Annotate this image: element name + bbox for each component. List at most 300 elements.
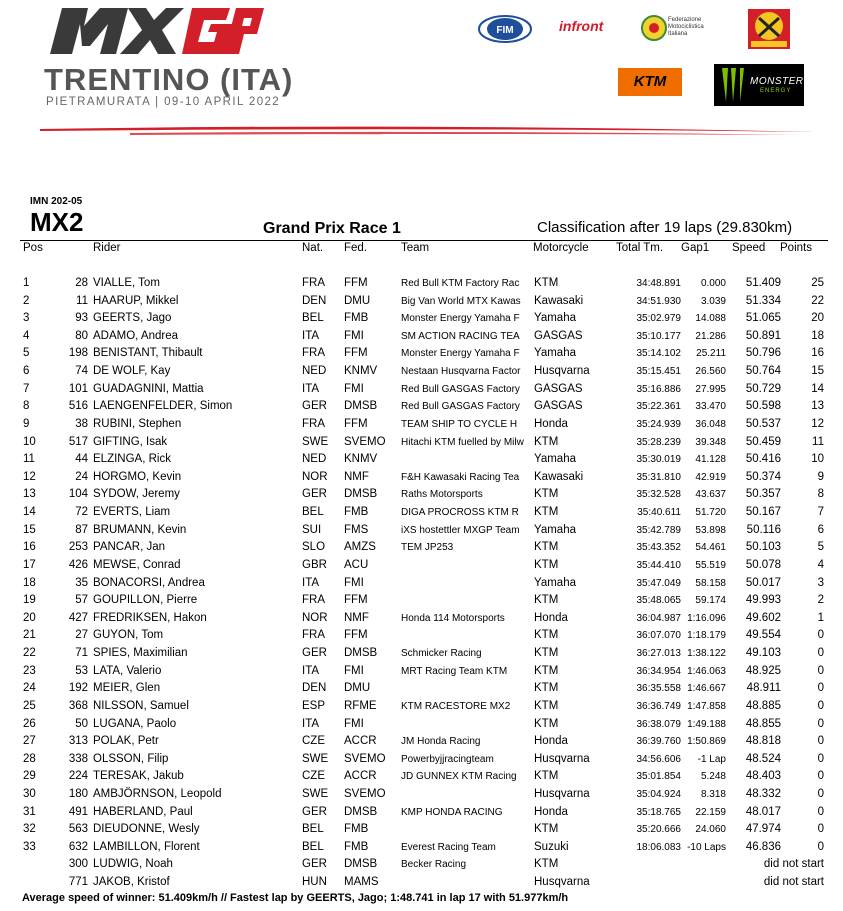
points-cell: 0 [817, 770, 824, 783]
federation-cell: SVEMO [344, 787, 386, 800]
gap-cell: 55.519 [695, 559, 726, 571]
total-time-cell: 35:02.979 [636, 313, 681, 325]
pos-cell: 33 [23, 840, 36, 853]
rider-name-cell: DE WOLF, Kay [93, 365, 171, 378]
motorcycle-cell: Honda [534, 805, 568, 818]
gap-cell: 8.318 [700, 788, 726, 800]
motorcycle-cell: KTM [534, 506, 559, 519]
nationality-cell: BEL [302, 840, 324, 853]
table-row [0, 295, 843, 313]
motorcycle-cell: KTM [534, 488, 559, 501]
nationality-cell: NED [302, 365, 327, 378]
gap-cell: 1:50.869 [687, 736, 726, 748]
table-row [0, 594, 843, 612]
speed-cell: 50.537 [745, 417, 781, 430]
points-cell: 22 [811, 294, 824, 307]
speed-cell: 50.891 [745, 329, 781, 342]
monster-claw-icon [716, 64, 750, 106]
rider-number-cell: 180 [68, 787, 88, 800]
rider-name-cell: AMBJÖRNSON, Leopold [93, 787, 222, 800]
team-cell: TEAM SHIP TO CYCLE H [401, 418, 518, 430]
points-cell: 1 [817, 611, 824, 624]
pos-cell: 12 [23, 470, 36, 483]
rider-number-cell: 27 [75, 629, 88, 642]
pos-cell: 16 [23, 541, 36, 554]
pos-cell: 31 [23, 805, 36, 818]
rider-number-cell: 38 [75, 417, 88, 430]
rider-number-cell: 28 [75, 277, 88, 289]
total-time-cell: 35:42.789 [636, 524, 681, 536]
speed-cell: 50.729 [745, 382, 781, 395]
total-time-cell: 35:15.451 [636, 366, 681, 378]
points-cell: 14 [811, 382, 824, 395]
motorcycle-cell: GASGAS [534, 382, 583, 395]
motorcycle-cell: Yamaha [534, 453, 576, 466]
speed-cell: 50.796 [745, 347, 781, 360]
pos-cell: 2 [23, 294, 30, 307]
gap-cell: 1:18.179 [687, 630, 726, 642]
table-row [0, 647, 843, 665]
pos-cell: 23 [23, 664, 36, 677]
gap-cell: 58.158 [695, 577, 726, 589]
speed-cell: 49.103 [745, 647, 781, 660]
motorcycle-cell: KTM [534, 664, 559, 677]
points-cell: 0 [817, 682, 824, 695]
speed-cell: 50.374 [745, 470, 781, 483]
team-cell: JD GUNNEX KTM Racing [401, 771, 517, 783]
federation-cell: FFM [344, 277, 368, 289]
points-cell: 0 [817, 664, 824, 677]
rider-name-cell: BENISTANT, Thibault [93, 347, 203, 360]
gap-cell: 27.995 [695, 383, 726, 395]
federation-cell: FMI [344, 664, 364, 677]
header-gap: Gap1 [681, 242, 710, 254]
table-row [0, 277, 843, 295]
pos-cell: 6 [23, 365, 30, 378]
rider-number-cell: 632 [68, 840, 88, 853]
nationality-cell: BEL [302, 823, 324, 836]
rider-number-cell: 104 [68, 488, 88, 501]
rider-number-cell: 57 [75, 594, 88, 607]
federation-cell: DMSB [344, 805, 378, 818]
pos-cell: 14 [23, 506, 36, 519]
nationality-cell: NOR [302, 470, 328, 483]
motorcycle-cell: Honda [534, 735, 568, 748]
rider-name-cell: EVERTS, Liam [93, 506, 171, 519]
header-speed: Speed [732, 242, 766, 254]
team-cell: Nestaan Husqvarna Factor [401, 366, 521, 378]
rider-name-cell: LUDWIG, Noah [93, 858, 173, 871]
nationality-cell: FRA [302, 594, 325, 607]
points-cell: 13 [811, 400, 824, 413]
speed-cell: 50.017 [745, 576, 781, 589]
speed-cell: 48.403 [745, 770, 781, 783]
total-time-cell: 36:27.013 [636, 648, 681, 660]
pos-cell: 1 [23, 277, 30, 289]
federation-cell: AMZS [344, 541, 376, 554]
table-row [0, 858, 843, 876]
federation-cell: FMI [344, 329, 364, 342]
race-footer-note: Average speed of winner: 51.409km/h // Fastest lap by GEERTS, Jago; 1:48.741 in lap 17 with 51.977km/h [22, 892, 569, 904]
pos-cell: 19 [23, 594, 36, 607]
nationality-cell: ESP [302, 699, 326, 712]
team-cell: Red Bull GASGAS Factory [401, 401, 520, 413]
rider-number-cell: 313 [68, 735, 88, 748]
pos-cell: 20 [23, 611, 36, 624]
team-cell: Becker Racing [401, 859, 467, 871]
rider-name-cell: LATA, Valerio [93, 664, 162, 677]
total-time-cell: 35:40.611 [637, 507, 681, 519]
speed-cell: 48.818 [745, 735, 781, 748]
total-time-cell: 35:14.102 [636, 348, 681, 360]
table-row [0, 577, 843, 595]
rider-name-cell: NILSSON, Samuel [93, 699, 189, 712]
federation-cell: NMF [344, 470, 369, 483]
speed-cell: 48.017 [745, 805, 781, 818]
total-time-cell: 35:10.177 [636, 330, 681, 342]
header-team: Team [401, 242, 430, 254]
rider-name-cell: GIFTING, Isak [93, 435, 168, 448]
nationality-cell: FRA [302, 417, 325, 430]
federation-cell: FFM [344, 417, 368, 430]
pos-cell: 11 [23, 453, 35, 466]
points-cell: 25 [811, 277, 824, 289]
total-time-cell: 35:43.352 [636, 542, 681, 554]
points-cell: 0 [817, 840, 824, 853]
federation-cell: SVEMO [344, 752, 386, 765]
points-cell: 10 [811, 453, 824, 466]
motorcycle-cell: KTM [534, 594, 559, 607]
rider-number-cell: 44 [75, 453, 88, 466]
table-row [0, 823, 843, 841]
total-time-cell: 34:51.930 [636, 295, 681, 307]
rider-name-cell: MEIER, Glen [93, 682, 161, 695]
pos-cell: 8 [23, 400, 30, 413]
speed-cell: 48.885 [745, 699, 781, 712]
total-time-cell: 18:06.083 [636, 841, 681, 853]
total-time-cell: 36:35.558 [636, 683, 681, 695]
points-cell: did not start [763, 876, 824, 889]
table-row [0, 770, 843, 788]
rider-name-cell: GUADAGNINI, Mattia [93, 382, 204, 395]
gap-cell: 51.720 [695, 507, 726, 519]
federation-cell: DMSB [344, 858, 378, 871]
rider-name-cell: LUGANA, Paolo [93, 717, 177, 730]
ktm-logo: KTM [618, 68, 682, 96]
federation-cell: FMS [344, 523, 369, 536]
speed-cell: 49.554 [745, 629, 781, 642]
pos-cell: 4 [23, 329, 30, 342]
classification-info: Classification after 19 laps (29.830km) [537, 219, 793, 236]
monster-energy-logo [714, 64, 804, 106]
points-cell: 15 [811, 365, 824, 378]
points-cell: 0 [817, 629, 824, 642]
gap-cell: 5.248 [700, 771, 726, 783]
total-time-cell: 34:48.891 [636, 278, 681, 289]
table-row [0, 436, 843, 454]
total-time-cell: 34:56.606 [636, 753, 681, 765]
speed-cell: 49.602 [745, 611, 781, 624]
rider-name-cell: SYDOW, Jeremy [93, 488, 180, 501]
rider-number-cell: 80 [75, 329, 88, 342]
speed-cell: 51.334 [745, 294, 781, 307]
gap-cell: 14.088 [695, 313, 726, 325]
gap-cell: 25.211 [696, 348, 726, 360]
rider-number-cell: 338 [68, 752, 88, 765]
federation-cell: FMI [344, 576, 364, 589]
pos-cell: 24 [23, 682, 36, 695]
header-nat: Nat. [302, 242, 324, 254]
nationality-cell: ITA [302, 382, 320, 395]
rider-number-cell: 224 [68, 770, 88, 783]
team-cell: KTM RACESTORE MX2 [401, 700, 511, 712]
gap-cell: 39.348 [695, 436, 726, 448]
speed-cell: 50.764 [745, 365, 781, 378]
federation-cell: DMSB [344, 400, 378, 413]
pos-cell: 25 [23, 699, 36, 712]
pos-cell: 9 [23, 417, 30, 430]
points-cell: 20 [811, 312, 824, 325]
points-cell: 0 [817, 805, 824, 818]
pos-cell: 30 [23, 787, 36, 800]
rider-number-cell: 426 [68, 558, 88, 571]
motorcycle-cell: Suzuki [534, 840, 569, 853]
points-cell: 8 [817, 488, 824, 501]
speed-cell: 47.974 [745, 823, 781, 836]
total-time-cell: 35:48.065 [636, 595, 681, 607]
motorcycle-cell: KTM [534, 682, 559, 695]
nationality-cell: ITA [302, 576, 320, 589]
gap-cell: 1:46.667 [687, 683, 726, 695]
federation-cell: FMB [344, 823, 369, 836]
points-cell: did not start [763, 858, 824, 871]
table-row [0, 718, 843, 736]
nationality-cell: FRA [302, 277, 325, 289]
speed-cell: 50.459 [745, 435, 781, 448]
federation-cell: DMU [344, 294, 371, 307]
rider-name-cell: FREDRIKSEN, Hakon [93, 611, 207, 624]
rider-number-cell: 101 [68, 382, 88, 395]
federation-cell: DMSB [344, 647, 378, 660]
points-cell: 3 [817, 576, 824, 589]
federation-cell: RFME [344, 699, 377, 712]
motorcycle-cell: Yamaha [534, 347, 576, 360]
table-row [0, 682, 843, 700]
federation-cell: DMU [344, 682, 371, 695]
points-cell: 16 [811, 347, 824, 360]
table-row [0, 418, 843, 436]
rider-name-cell: RUBINI, Stephen [93, 417, 182, 430]
nationality-cell: SLO [302, 541, 326, 554]
gap-cell: 0.000 [700, 278, 726, 289]
gap-cell: 33.470 [695, 401, 726, 413]
table-row [0, 383, 843, 401]
pos-cell: 18 [23, 576, 36, 589]
rider-number-cell: 53 [75, 664, 88, 677]
table-row [0, 488, 843, 506]
pos-cell: 21 [23, 629, 36, 642]
nationality-cell: GBR [302, 558, 327, 571]
rider-number-cell: 516 [68, 400, 88, 413]
gap-cell: 54.461 [695, 542, 726, 554]
team-cell: Schmicker Racing [401, 648, 482, 660]
points-cell: 0 [817, 823, 824, 836]
infront-logo: infront [559, 18, 604, 34]
pos-cell: 26 [23, 717, 36, 730]
speed-cell: 51.409 [745, 277, 781, 289]
motorcycle-cell: KTM [534, 558, 559, 571]
team-cell: Red Bull KTM Factory Rac [401, 278, 520, 289]
team-cell: Big Van World MTX Kawas [401, 295, 521, 307]
speed-cell: 50.167 [745, 506, 781, 519]
nationality-cell: DEN [302, 294, 327, 307]
event-title: TRENTINO (ITA) [44, 62, 294, 97]
rider-number-cell: 253 [68, 541, 88, 554]
nationality-cell: GER [302, 858, 327, 871]
nationality-cell: ITA [302, 664, 320, 677]
speed-cell: 48.911 [746, 682, 781, 695]
nationality-cell: NED [302, 453, 327, 466]
header-points: Points [780, 242, 812, 254]
table-row [0, 735, 843, 753]
federation-cell: FFM [344, 594, 368, 607]
header-fed: Fed. [344, 242, 368, 254]
nationality-cell: BEL [302, 506, 324, 519]
speed-cell: 50.416 [745, 453, 781, 466]
motorcycle-cell: Husqvarna [534, 752, 590, 765]
rider-name-cell: BRUMANN, Kevin [93, 523, 187, 536]
rider-name-cell: GUYON, Tom [93, 629, 164, 642]
monster-logo-text: MONSTER [750, 76, 804, 87]
table-row [0, 400, 843, 418]
points-cell: 9 [817, 470, 824, 483]
rider-name-cell: HABERLAND, Paul [93, 805, 193, 818]
rider-name-cell: PANCAR, Jan [93, 541, 166, 554]
nationality-cell: NOR [302, 611, 328, 624]
gap-cell: 1:38.122 [687, 648, 726, 660]
gap-cell: -1 Lap [697, 753, 726, 765]
rider-number-cell: 71 [75, 647, 88, 660]
header-rider: Rider [93, 242, 121, 254]
rider-name-cell: HORGMO, Kevin [93, 470, 182, 483]
speed-cell: 48.925 [745, 664, 781, 677]
fim-logo [478, 14, 533, 44]
total-time-cell: 35:32.528 [636, 489, 681, 501]
table-row [0, 471, 843, 489]
team-cell: TEM JP253 [401, 542, 454, 554]
rider-number-cell: 517 [68, 435, 88, 448]
motorcycle-cell: Husqvarna [534, 365, 590, 378]
points-cell: 11 [812, 435, 824, 448]
federation-cell: ACCR [344, 735, 377, 748]
motorcycle-cell: KTM [534, 858, 559, 871]
federation-cell: FFM [344, 629, 368, 642]
pos-cell: 15 [23, 523, 36, 536]
pos-cell: 32 [23, 823, 36, 836]
table-row [0, 312, 843, 330]
motorcycle-cell: KTM [534, 699, 559, 712]
nationality-cell: ITA [302, 329, 320, 342]
total-time-cell: 35:28.239 [636, 436, 681, 448]
speed-cell: 46.836 [745, 840, 781, 853]
total-time-cell: 35:20.666 [636, 824, 681, 836]
header-pos: Pos [23, 242, 43, 254]
rider-number-cell: 72 [75, 506, 88, 519]
motorcycle-cell: KTM [534, 435, 559, 448]
gap-cell: 41.128 [695, 454, 726, 466]
table-row [0, 806, 843, 824]
motorcycle-cell: Honda [534, 417, 568, 430]
nationality-cell: FRA [302, 629, 325, 642]
rider-name-cell: GEERTS, Jago [93, 312, 172, 325]
nationality-cell: CZE [302, 770, 325, 783]
pos-cell: 29 [23, 770, 36, 783]
federation-cell: SVEMO [344, 435, 386, 448]
total-time-cell: 35:16.886 [636, 383, 681, 395]
motorcycle-cell: Kawasaki [534, 294, 584, 307]
team-cell: Monster Energy Yamaha F [401, 313, 520, 325]
gap-cell: 3.039 [700, 295, 726, 307]
federation-cell: FMI [344, 717, 364, 730]
rider-number-cell: 491 [68, 805, 88, 818]
motorcycle-cell: GASGAS [534, 329, 583, 342]
points-cell: 6 [817, 523, 824, 536]
speed-cell: 48.855 [745, 717, 781, 730]
class-name: MX2 [30, 207, 84, 237]
motorcycle-cell: Husqvarna [534, 787, 590, 800]
team-cell: F&H Kawasaki Racing Tea [401, 471, 520, 483]
nationality-cell: SUI [302, 523, 322, 536]
federation-cell: FFM [344, 347, 368, 360]
rider-number-cell: 198 [68, 347, 88, 360]
nationality-cell: SWE [302, 435, 329, 448]
federation-cell: FMB [344, 840, 369, 853]
total-time-cell: 35:18.765 [636, 806, 681, 818]
speed-cell: 50.103 [745, 541, 781, 554]
pos-cell: 13 [23, 488, 36, 501]
speed-cell: 48.332 [745, 787, 781, 800]
table-row [0, 524, 843, 542]
points-cell: 0 [817, 699, 824, 712]
motorcycle-cell: Yamaha [534, 576, 576, 589]
rider-name-cell: VIALLE, Tom [93, 277, 160, 289]
pos-cell: 5 [23, 347, 30, 360]
pos-cell: 7 [23, 382, 30, 395]
federation-cell: MAMS [344, 876, 379, 889]
gap-cell: 24.060 [695, 824, 726, 836]
motorcycle-cell: KTM [534, 823, 559, 836]
table-row [0, 753, 843, 771]
motorcycle-cell: GASGAS [534, 400, 583, 413]
total-time-cell: 36:39.760 [636, 736, 681, 748]
rider-name-cell: ELZINGA, Rick [93, 453, 171, 466]
federation-cell: ACU [344, 558, 369, 571]
total-time-cell: 35:44.410 [636, 559, 681, 571]
table-row [0, 629, 843, 647]
rider-number-cell: 192 [68, 682, 88, 695]
table-row [0, 453, 843, 471]
rider-name-cell: JAKOB, Kristof [93, 876, 170, 889]
team-cell: Raths Motorsports [401, 489, 483, 501]
rider-name-cell: TERESAK, Jakub [93, 770, 184, 783]
pos-cell: 10 [23, 435, 36, 448]
rider-number-cell: 427 [68, 611, 88, 624]
gap-cell: -10 Laps [687, 841, 726, 853]
nationality-cell: SWE [302, 752, 329, 765]
table-row [0, 665, 843, 683]
gap-cell: 53.898 [695, 524, 726, 536]
pos-cell: 22 [23, 647, 36, 660]
